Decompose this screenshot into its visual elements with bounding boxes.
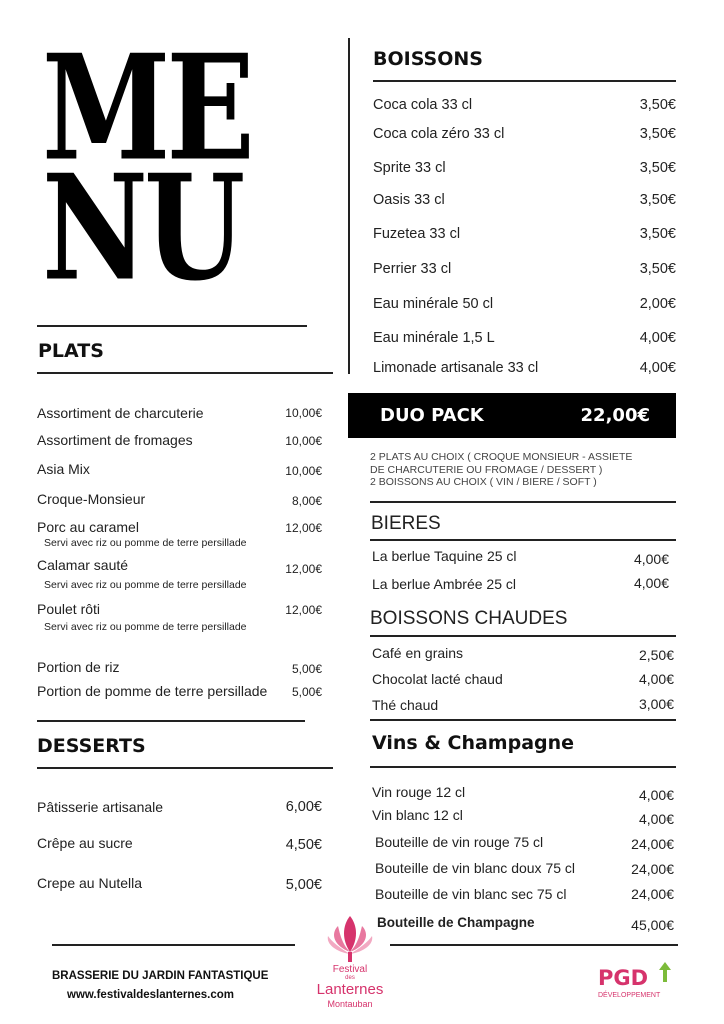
plats-top-rule — [37, 325, 307, 327]
vins-item-price: 4,00€ — [638, 787, 674, 803]
pgd-logo-main: PGD — [598, 966, 649, 990]
website-link[interactable]: www.festivaldeslanternes.com — [67, 989, 235, 1001]
plats-item-note: Servi avec riz ou pomme de terre persillade — [44, 579, 247, 591]
plats-item-price: 10,00€ — [285, 434, 322, 448]
desserts-item-name: Crepe au Nutella — [37, 875, 143, 891]
boissons-item-price: 3,50€ — [639, 97, 676, 113]
vins-item-name: Bouteille de vin blanc sec 75 cl — [375, 886, 567, 902]
plats-heading: PLATS — [38, 340, 104, 362]
festival-logo-line: Festival — [332, 964, 368, 975]
boissons-item-price: 3,50€ — [639, 226, 676, 242]
festival-logo-line: des — [345, 975, 355, 981]
desserts-item-name: Crêpe au sucre — [37, 835, 133, 851]
vins-item-price: 45,00€ — [631, 917, 674, 933]
chaudes-item-price: 2,50€ — [638, 647, 674, 663]
boissons-item-name: Coca cola 33 cl — [373, 97, 473, 113]
plats-item-price: 12,00€ — [285, 562, 322, 576]
duo-pack-rule — [370, 501, 676, 503]
duo-pack-desc-line: DE CHARCUTERIE OU FROMAGE / DESSERT ) — [370, 463, 603, 476]
duo-pack-description — [370, 451, 632, 489]
bieres-item-price: 4,00€ — [633, 575, 669, 591]
bieres-rule — [370, 539, 676, 541]
boissons-item-name: Fuzetea 33 cl — [373, 226, 461, 242]
plats-item-price: 12,00€ — [285, 603, 322, 617]
chaudes-item-price: 4,00€ — [638, 671, 674, 687]
desserts-heading: DESSERTS — [37, 735, 146, 757]
vins-item-name: Vin rouge 12 cl — [372, 784, 466, 800]
desserts-item-name: Pâtisserie artisanale — [37, 799, 164, 815]
boissons-item-price: 3,50€ — [639, 160, 676, 176]
plats-item-note: Servi avec riz ou pomme de terre persillade — [44, 537, 247, 549]
boissons-item-price: 3,50€ — [639, 192, 676, 208]
plats-item-name: Calamar sauté — [37, 557, 129, 573]
boissons-item-name: Eau minérale 1,5 L — [373, 330, 495, 346]
vins-item-price: 24,00€ — [631, 836, 674, 852]
footer-rule-left — [52, 944, 295, 946]
plats-item-price: 12,00€ — [285, 521, 322, 535]
chaudes-item-name: Café en grains — [372, 645, 464, 661]
duo-pack-desc-line: 2 PLATS AU CHOIX ( CROQUE MONSIEUR - ASSIETE — [370, 451, 633, 463]
plats-item-note: Servi avec riz ou pomme de terre persillade — [44, 621, 247, 633]
vins-item-name: Bouteille de vin blanc doux 75 cl — [375, 860, 576, 876]
vins-item-name: Bouteille de vin rouge 75 cl — [375, 834, 544, 850]
plats-item-price: 8,00€ — [291, 494, 322, 508]
boissons-item-name: Sprite 33 cl — [373, 160, 446, 176]
desserts-bottom-rule — [37, 767, 333, 769]
brasserie-name: BRASSERIE DU JARDIN FANTASTIQUE — [52, 970, 269, 982]
duo-pack-banner — [348, 393, 676, 438]
pgd-logo-sub: DÉVELOPPEMENT — [598, 992, 661, 999]
boissons-item-price: 3,50€ — [639, 261, 676, 277]
desserts-item-price: 6,00€ — [285, 799, 322, 815]
duo-pack-price: 22,00€ — [580, 405, 650, 426]
plats-item-price: 10,00€ — [285, 406, 322, 420]
plats-item-price: 5,00€ — [291, 685, 322, 699]
boissons-item-name: Limonade artisanale 33 cl — [373, 360, 539, 376]
boissons-item-name: Eau minérale 50 cl — [373, 296, 494, 312]
bieres-item-name: La berlue Taquine 25 cl — [372, 548, 517, 564]
plats-item-name: Assortiment de fromages — [37, 432, 193, 448]
vins-rule — [370, 766, 676, 768]
plats-item-price: 10,00€ — [285, 464, 322, 478]
boissons-item-price: 2,00€ — [639, 296, 676, 312]
desserts-top-rule — [37, 720, 305, 722]
plats-bottom-rule — [37, 372, 333, 374]
menu-title-line2: NU — [42, 143, 242, 314]
boissons-heading: BOISSONS — [373, 48, 483, 70]
festival-logo-line: Montauban — [327, 999, 373, 1009]
chaudes-heading: BOISSONS CHAUDES — [370, 608, 568, 629]
chaudes-item-name: Thé chaud — [372, 697, 439, 713]
vins-item-price: 24,00€ — [631, 886, 674, 902]
menu-title-line1: ME — [42, 23, 251, 194]
chaudes-item-price: 3,00€ — [638, 696, 674, 712]
desserts-item-price: 5,00€ — [285, 877, 322, 893]
plats-item-name: Poulet rôti — [37, 601, 101, 617]
vins-item-price: 24,00€ — [631, 861, 674, 877]
bieres-item-name: La berlue Ambrée 25 cl — [372, 576, 516, 592]
plats-item-price: 5,00€ — [291, 662, 322, 676]
vins-heading: Vins & Champagne — [372, 732, 575, 754]
arrow-up-icon — [658, 962, 672, 982]
desserts-item-price: 4,50€ — [285, 837, 322, 853]
boissons-rule — [373, 80, 676, 82]
festival-lanternes-logo — [310, 912, 390, 1020]
plats-item-name: Portion de pomme de terre persillade — [37, 683, 268, 699]
plats-item-name: Portion de riz — [37, 659, 120, 675]
plats-item-name: Asia Mix — [37, 461, 90, 477]
plats-item-name: Croque-Monsieur — [37, 491, 146, 507]
bieres-item-price: 4,00€ — [633, 551, 669, 567]
duo-pack-desc-line: 2 BOISSONS AU CHOIX ( VIN / BIERE / SOFT ) — [370, 476, 597, 488]
chaudes-rule — [370, 635, 676, 637]
boissons-item-price: 4,00€ — [639, 360, 676, 376]
vins-item-name: Bouteille de Champagne — [377, 915, 535, 930]
chaudes-item-name: Chocolat lacté chaud — [372, 671, 503, 687]
column-divider — [348, 38, 350, 374]
pgd-logo — [596, 962, 678, 1006]
vins-item-price: 4,00€ — [638, 811, 674, 827]
duo-pack-label: DUO PACK — [380, 405, 484, 426]
boissons-item-price: 3,50€ — [639, 126, 676, 142]
plats-item-name: Porc au caramel — [37, 519, 139, 535]
plats-item-name: Assortiment de charcuterie — [37, 405, 204, 421]
boissons-item-name: Oasis 33 cl — [373, 192, 445, 208]
boissons-item-name: Perrier 33 cl — [373, 261, 452, 277]
bieres-heading: BIERES — [371, 513, 441, 534]
boissons-item-name: Coca cola zéro 33 cl — [373, 126, 505, 142]
festival-logo-line: Lanternes — [316, 981, 384, 998]
boissons-item-price: 4,00€ — [639, 330, 676, 346]
vins-item-name: Vin blanc 12 cl — [372, 807, 463, 823]
lantern-icon — [320, 912, 380, 962]
chaudes-bottom-rule — [370, 719, 676, 721]
footer-rule-right — [390, 944, 678, 946]
